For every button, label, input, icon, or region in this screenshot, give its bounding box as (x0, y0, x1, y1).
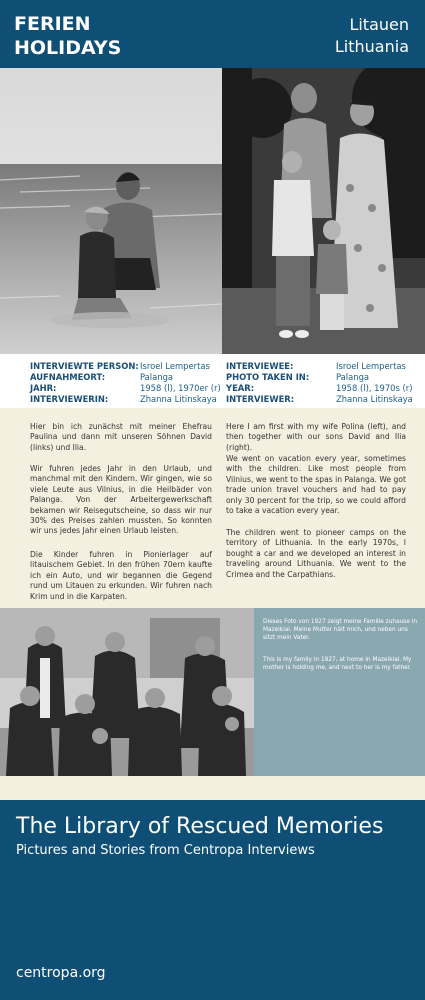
meta-label: PHOTO TAKEN IN: (226, 372, 310, 382)
meta-label: INTERVIEWEE: (226, 361, 294, 371)
paragraph-german-1: Hier bin ich zunächst mit meiner Ehefrau Paulina und dann mit unseren Söhnen David (links) und Ilia. (30, 422, 212, 452)
paragraph-german-3: Die Kinder fuhren in Pionierlager auf litauischem Gebiet. In den frühen 70ern kaufte ich ein Auto, und wir begannen die Gegend rund um Litauen zu erkunden. Wir fuhren nach Krim und in die Karpaten. (30, 550, 212, 601)
photo-caption-box (254, 608, 425, 776)
footer-subtitle: Pictures and Stories from Centropa Interviews (16, 843, 315, 858)
meta-value: 1958 (l), 1970er (r) (140, 383, 221, 393)
meta-value: Zhanna Litinskaya (336, 394, 413, 404)
meta-label: INTERVIEWTE PERSON: (30, 361, 139, 371)
paragraph-english-2: We went on vacation every year, sometimes with the children. Like most people from Vilnius, we went to the spas in Palanga. We got trade union travel vouchers and had to pay only 30 percent for the trip, so we could afford to take a vacation every year. (226, 454, 406, 516)
paragraph-english-3: The children went to pioneer camps on the territory of Lithuania. In the early 1970s, I bought a car and we developed an interest in traveling around Lithuania. We went to the Crimea and the Carpathians. (226, 528, 406, 579)
footer-banner (0, 800, 425, 1000)
country-german: Litauen (349, 15, 409, 34)
meta-value: Isroel Lempertas (140, 361, 210, 371)
interview-metadata (0, 354, 425, 408)
meta-values-english (336, 361, 413, 405)
meta-value: Palanga (140, 372, 174, 382)
meta-value: Isroel Lempertas (336, 361, 406, 371)
title-english: HOLIDAYS (14, 37, 122, 59)
footer-website-link[interactable]: centropa.org (16, 965, 106, 981)
meta-value: Zhanna Litinskaya (140, 394, 217, 404)
meta-value: 1958 (l), 1970s (r) (336, 383, 413, 393)
meta-label: AUFNAHMEORT: (30, 372, 106, 382)
paragraph-english-1: Here I am first with my wife Polina (left), and then together with our sons David and Ilia (right). (226, 422, 406, 452)
story-text (0, 408, 425, 608)
meta-label: JAHR: (30, 383, 57, 393)
family-1927-photo (0, 608, 254, 776)
separator-strip (0, 776, 425, 800)
meta-labels-english (226, 361, 309, 405)
family-sons-photo (222, 68, 425, 354)
section-title (14, 12, 121, 60)
meta-label: INTERVIEWERIN: (30, 394, 109, 404)
country-english: Lithuania (334, 37, 409, 56)
beach-couple-photo (0, 68, 222, 354)
meta-values-german (140, 361, 221, 405)
paragraph-german-2: Wir fuhren jedes Jahr in den Urlaub, und manchmal mit den Kindern. Wir gingen, wie so viele Leute aus Vilnius, in die Heilbäder von Palanga. Von der Arbeitergewerkschaft bekamen wir Reisegutscheine, so dass wir nur 30% des Preises zahlen mussten. So konnten wir uns jedes Jahr einen Urlaub leisten. (30, 464, 212, 536)
caption-german: Dieses Foto von 1927 zeigt meine Familie zuhause in Mazeikiai. Meine Mutter hält mich, und neben uns sitzt mein Vater. (263, 619, 418, 641)
country-label (335, 14, 409, 58)
meta-label: INTERVIEWER: (226, 394, 295, 404)
meta-label: YEAR: (226, 383, 255, 393)
title-german: FERIEN (14, 13, 91, 35)
caption-english: This is my family in 1927, at home in Mazeikiai. My mother is holding me, and next to her is my father. (263, 657, 412, 671)
header-bar (0, 0, 425, 68)
footer-title: The Library of Rescued Memories (16, 814, 384, 839)
meta-labels-german (30, 361, 139, 405)
meta-value: Palanga (336, 372, 370, 382)
